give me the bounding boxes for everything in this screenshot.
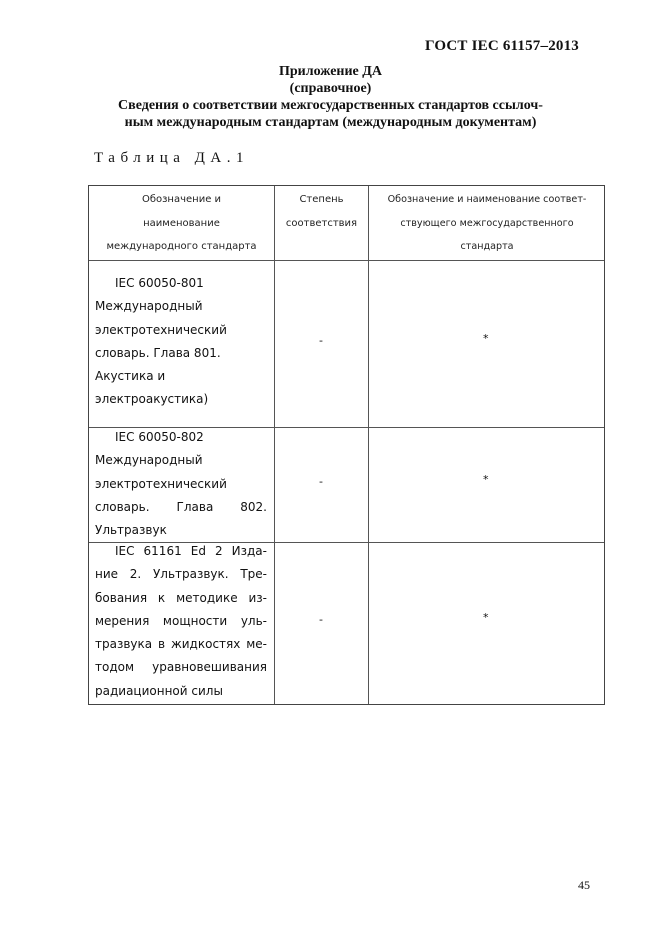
header-divider xyxy=(89,260,604,261)
row-3-interstate-standard: * xyxy=(483,611,489,624)
document-code: ГОСТ IEC 61157–2013 xyxy=(424,38,579,54)
cell-line: словарь. Глава 801. xyxy=(95,345,221,360)
cell-line: электроакустика) xyxy=(95,392,209,407)
row-2-standard-name xyxy=(95,426,267,542)
cell-line: ние 2. Ультразвук. Тре- xyxy=(95,567,267,582)
cell-line: Ультразвук xyxy=(95,523,167,538)
row-3-degree: - xyxy=(319,613,323,626)
row-2-degree: - xyxy=(319,475,323,488)
appendix-heading xyxy=(0,63,661,131)
cell-line: IEC 61161 Ed 2 Изда- xyxy=(115,544,267,558)
appendix-heading-line-2: ным международным стандартам (международным документам) xyxy=(124,115,537,130)
header-line: стандарта xyxy=(460,241,514,252)
cell-line: IEC 60050-801 xyxy=(115,276,204,290)
row-1-interstate-standard: * xyxy=(483,332,489,345)
row-1-standard-name xyxy=(95,272,267,412)
column-divider xyxy=(368,186,369,704)
cell-line: тодом уравновешивания xyxy=(95,660,267,675)
header-line: соответствия xyxy=(285,217,358,229)
table-label: Таблица ДА.1 xyxy=(94,150,249,166)
header-cell-international-standard xyxy=(89,186,274,260)
header-line: ствующего межгосударственного xyxy=(400,217,574,229)
appendix-subtitle: (справочное) xyxy=(289,81,372,96)
header-line: наименование xyxy=(143,217,220,229)
column-divider xyxy=(274,186,275,704)
row-1-degree: - xyxy=(319,334,323,347)
header-cell-interstate-standard xyxy=(369,186,605,260)
header-line: Обозначение и xyxy=(141,194,222,205)
header-line: Обозначение и наименование соответ- xyxy=(387,194,587,205)
cell-line: электротехнический xyxy=(95,322,227,337)
cell-line: электротехнический xyxy=(95,476,227,491)
header-line: Степень xyxy=(299,194,344,205)
cell-line: IEC 60050-802 xyxy=(115,430,204,444)
cell-line: бования к методике из- xyxy=(95,590,267,605)
cell-line: Международный xyxy=(95,299,203,314)
correspondence-table xyxy=(88,185,605,705)
row-3-standard-name xyxy=(95,540,267,703)
cell-line: словарь. Глава 802. xyxy=(95,499,267,514)
cell-line: Акустика и xyxy=(95,369,166,384)
page-number: 45 xyxy=(578,878,590,892)
cell-line: тразвука в жидкостях ме- xyxy=(95,637,267,652)
cell-line: Международный xyxy=(95,453,203,468)
appendix-heading-line-1: Сведения о соответствии межгосударственных стандартов ссылоч- xyxy=(118,98,543,113)
header-cell-degree xyxy=(275,186,368,260)
cell-line: мерения мощности уль- xyxy=(95,613,267,628)
appendix-title: Приложение ДА xyxy=(278,64,383,79)
header-line: международного стандарта xyxy=(106,241,257,252)
row-2-interstate-standard: * xyxy=(483,473,489,486)
cell-line: радиационной силы xyxy=(95,683,223,698)
